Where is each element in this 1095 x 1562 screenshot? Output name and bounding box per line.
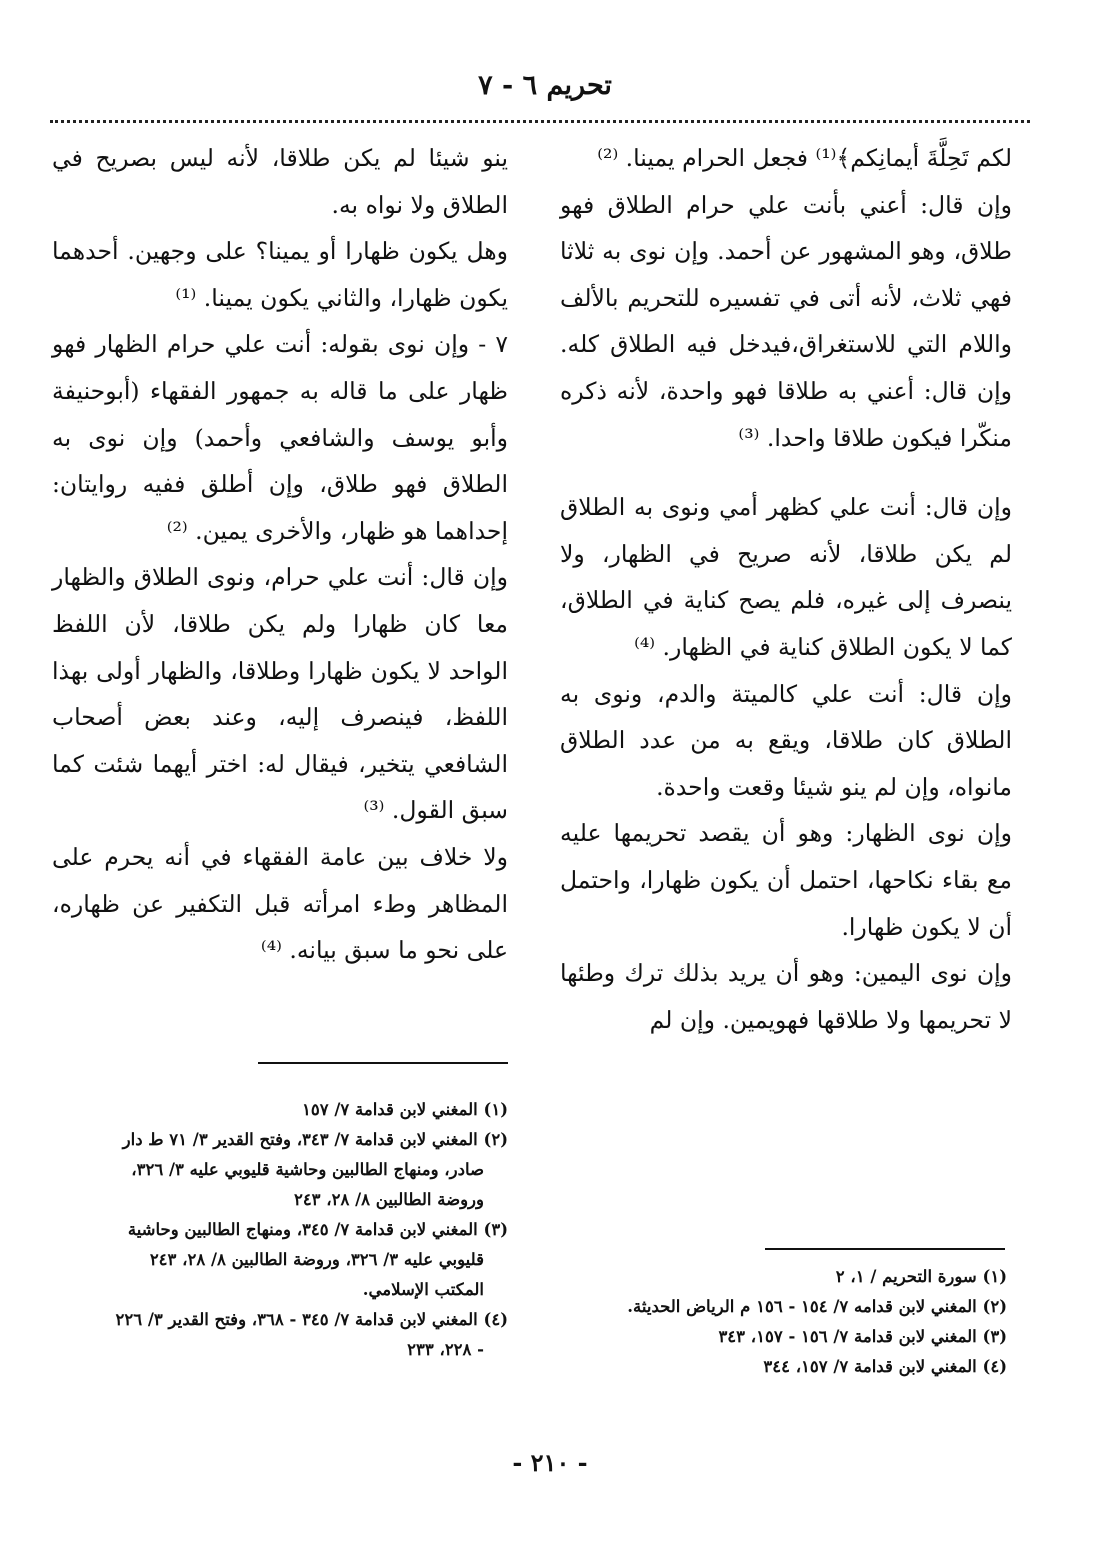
paragraph: وإن قال: أنت علي كظهر أمي ونوى به الطلاق لم يكن طلاقا، لأنه صريح في الظهار، ولا ينصرف إلى غيره، فلم يصح كناية في الطلاق، كما لا يكون الطلاق كناية في الظهار. ⁽⁴⁾	[560, 493, 1012, 661]
footnote-divider-right	[765, 1248, 1005, 1250]
footnote: (١) المغني لابن قدامة ٧/ ١٥٧	[302, 1100, 508, 1119]
footnotes-left	[48, 1095, 508, 1365]
header-dotted-rule	[50, 120, 1030, 123]
footnote: (٤) المغني لابن قدامة ٧/ ٣٤٥ - ٣٦٨، وفتح القدير ٣/ ٢٢٦	[115, 1310, 508, 1329]
paragraph: وإن قال: أنت علي كالميتة والدم، ونوى به الطلاق كان طلاقا، ويقع به من عدد الطلاق مانواه، وإن لم ينو شيئا وقعت واحدة.	[560, 679, 1012, 801]
paragraph: وإن نوى الظهار: وهو أن يقصد تحريمها عليه مع بقاء نكاحها، احتمل أن يكون ظهارا، واحتمل أن لا يكون ظهارا.	[560, 819, 1012, 941]
footnote: (٢) المغني لابن قدامة ٧/ ٣٤٣، وفتح القدير ٣/ ٧١ ط دار	[122, 1130, 508, 1149]
paragraph: وإن قال: أنت علي حرام، ونوى الطلاق والظهار معا كان ظهارا ولم يكن طلاقا، لأن اللفظ الواحد لا يكون ظهارا وطلاقا، والظهار أولى بهذا اللفظ، فينصرف إليه، وعند بعض أصحاب الشافعي يتخير، فيقال له: اختر أيهما شئت كما سبق القول. ⁽³⁾	[52, 563, 508, 825]
paragraph: وهل يكون ظهارا أو يمينا؟ على وجهين. أحدهما يكون ظهارا، والثاني يكون يمينا. ⁽¹⁾	[52, 237, 508, 312]
paragraph: لكم تَحِلَّةَ أيمانِكم﴾⁽¹⁾ فجعل الحرام يمينا. ⁽²⁾	[597, 144, 1012, 172]
footnote: (٢) المغني لابن قدامه ٧/ ١٥٤ - ١٥٦ م الرياض الحديثة.	[627, 1297, 1007, 1316]
page-header-title: تحريم ٦ - ٧	[478, 70, 612, 101]
footnote: (٣) المغني لابن قدامة ٧/ ١٥٦ - ١٥٧، ٣٤٣	[718, 1327, 1007, 1346]
paragraph: وإن نوى اليمين: وهو أن يريد بذلك ترك وطئها لا تحريمها ولا طلاقها فهويمين. وإن لم	[560, 959, 1012, 1034]
footnote-continuation: المكتب الإسلامي.	[362, 1280, 484, 1299]
footnotes-right	[555, 1262, 1007, 1382]
footnote: (٣) المغني لابن قدامة ٧/ ٣٤٥، ومنهاج الطالبين وحاشية	[127, 1220, 508, 1239]
footnote-continuation: صادر، ومنهاج الطالبين وحاشية قليوبي عليه ٣/ ٣٢٦،	[131, 1160, 484, 1179]
footnote: (١) سورة التحريم / ١، ٢	[835, 1267, 1007, 1286]
footnote: (٤) المغني لابن قدامة ٧/ ١٥٧، ٣٤٤	[763, 1357, 1007, 1376]
footnote-continuation: - ٢٢٨، ٢٣٣	[407, 1340, 484, 1359]
footnote-continuation: قليوبي عليه ٣/ ٣٢٦، وروضة الطالبين ٨/ ٢٨، ٢٤٣	[149, 1250, 484, 1269]
paragraph: ينو شيئا لم يكن طلاقا، لأنه ليس بصريح في الطلاق ولا نواه به.	[52, 144, 508, 219]
paragraph: ولا خلاف بين عامة الفقهاء في أنه يحرم على المظاهر وطء امرأته قبل التكفير عن ظهاره، على نحو ما سبق بيانه. ⁽⁴⁾	[52, 842, 508, 965]
paragraph: ٧ - وإن نوى بقوله: أنت علي حرام الظهار فهو ظهار على ما قاله به جمهور الفقهاء (أبوحنيفة وأبو يوسف والشافعي وأحمد) وإن نوى به الطلاق فهو طلاق، وإن أطلق ففيه روايتان: إحداهما هو ظهار، والأخرى يمين. ⁽²⁾	[52, 330, 508, 545]
footnote-continuation: وروضة الطالبين ٨/ ٢٨، ٢٤٣	[293, 1190, 484, 1209]
page-number: - ٢١٠ -	[512, 1448, 588, 1477]
paragraph: وإن قال: أعني بأنت علي حرام الطلاق فهو طلاق، وهو المشهور عن أحمد. وإن نوى به ثلاثا فهي ثلاث، لأنه أتى في تفسيره للتحريم بالألف واللام التي للاستغراق،فيدخل فيه الطلاق كله. وإن قال: أعني به طلاقا فهو واحدة، لأنه ذكره منكّرا فيكون طلاقا واحدا. ⁽³⁾	[560, 190, 1012, 452]
footnote-divider-left	[258, 1062, 508, 1064]
left-column	[52, 135, 508, 974]
right-column	[560, 135, 1012, 1043]
